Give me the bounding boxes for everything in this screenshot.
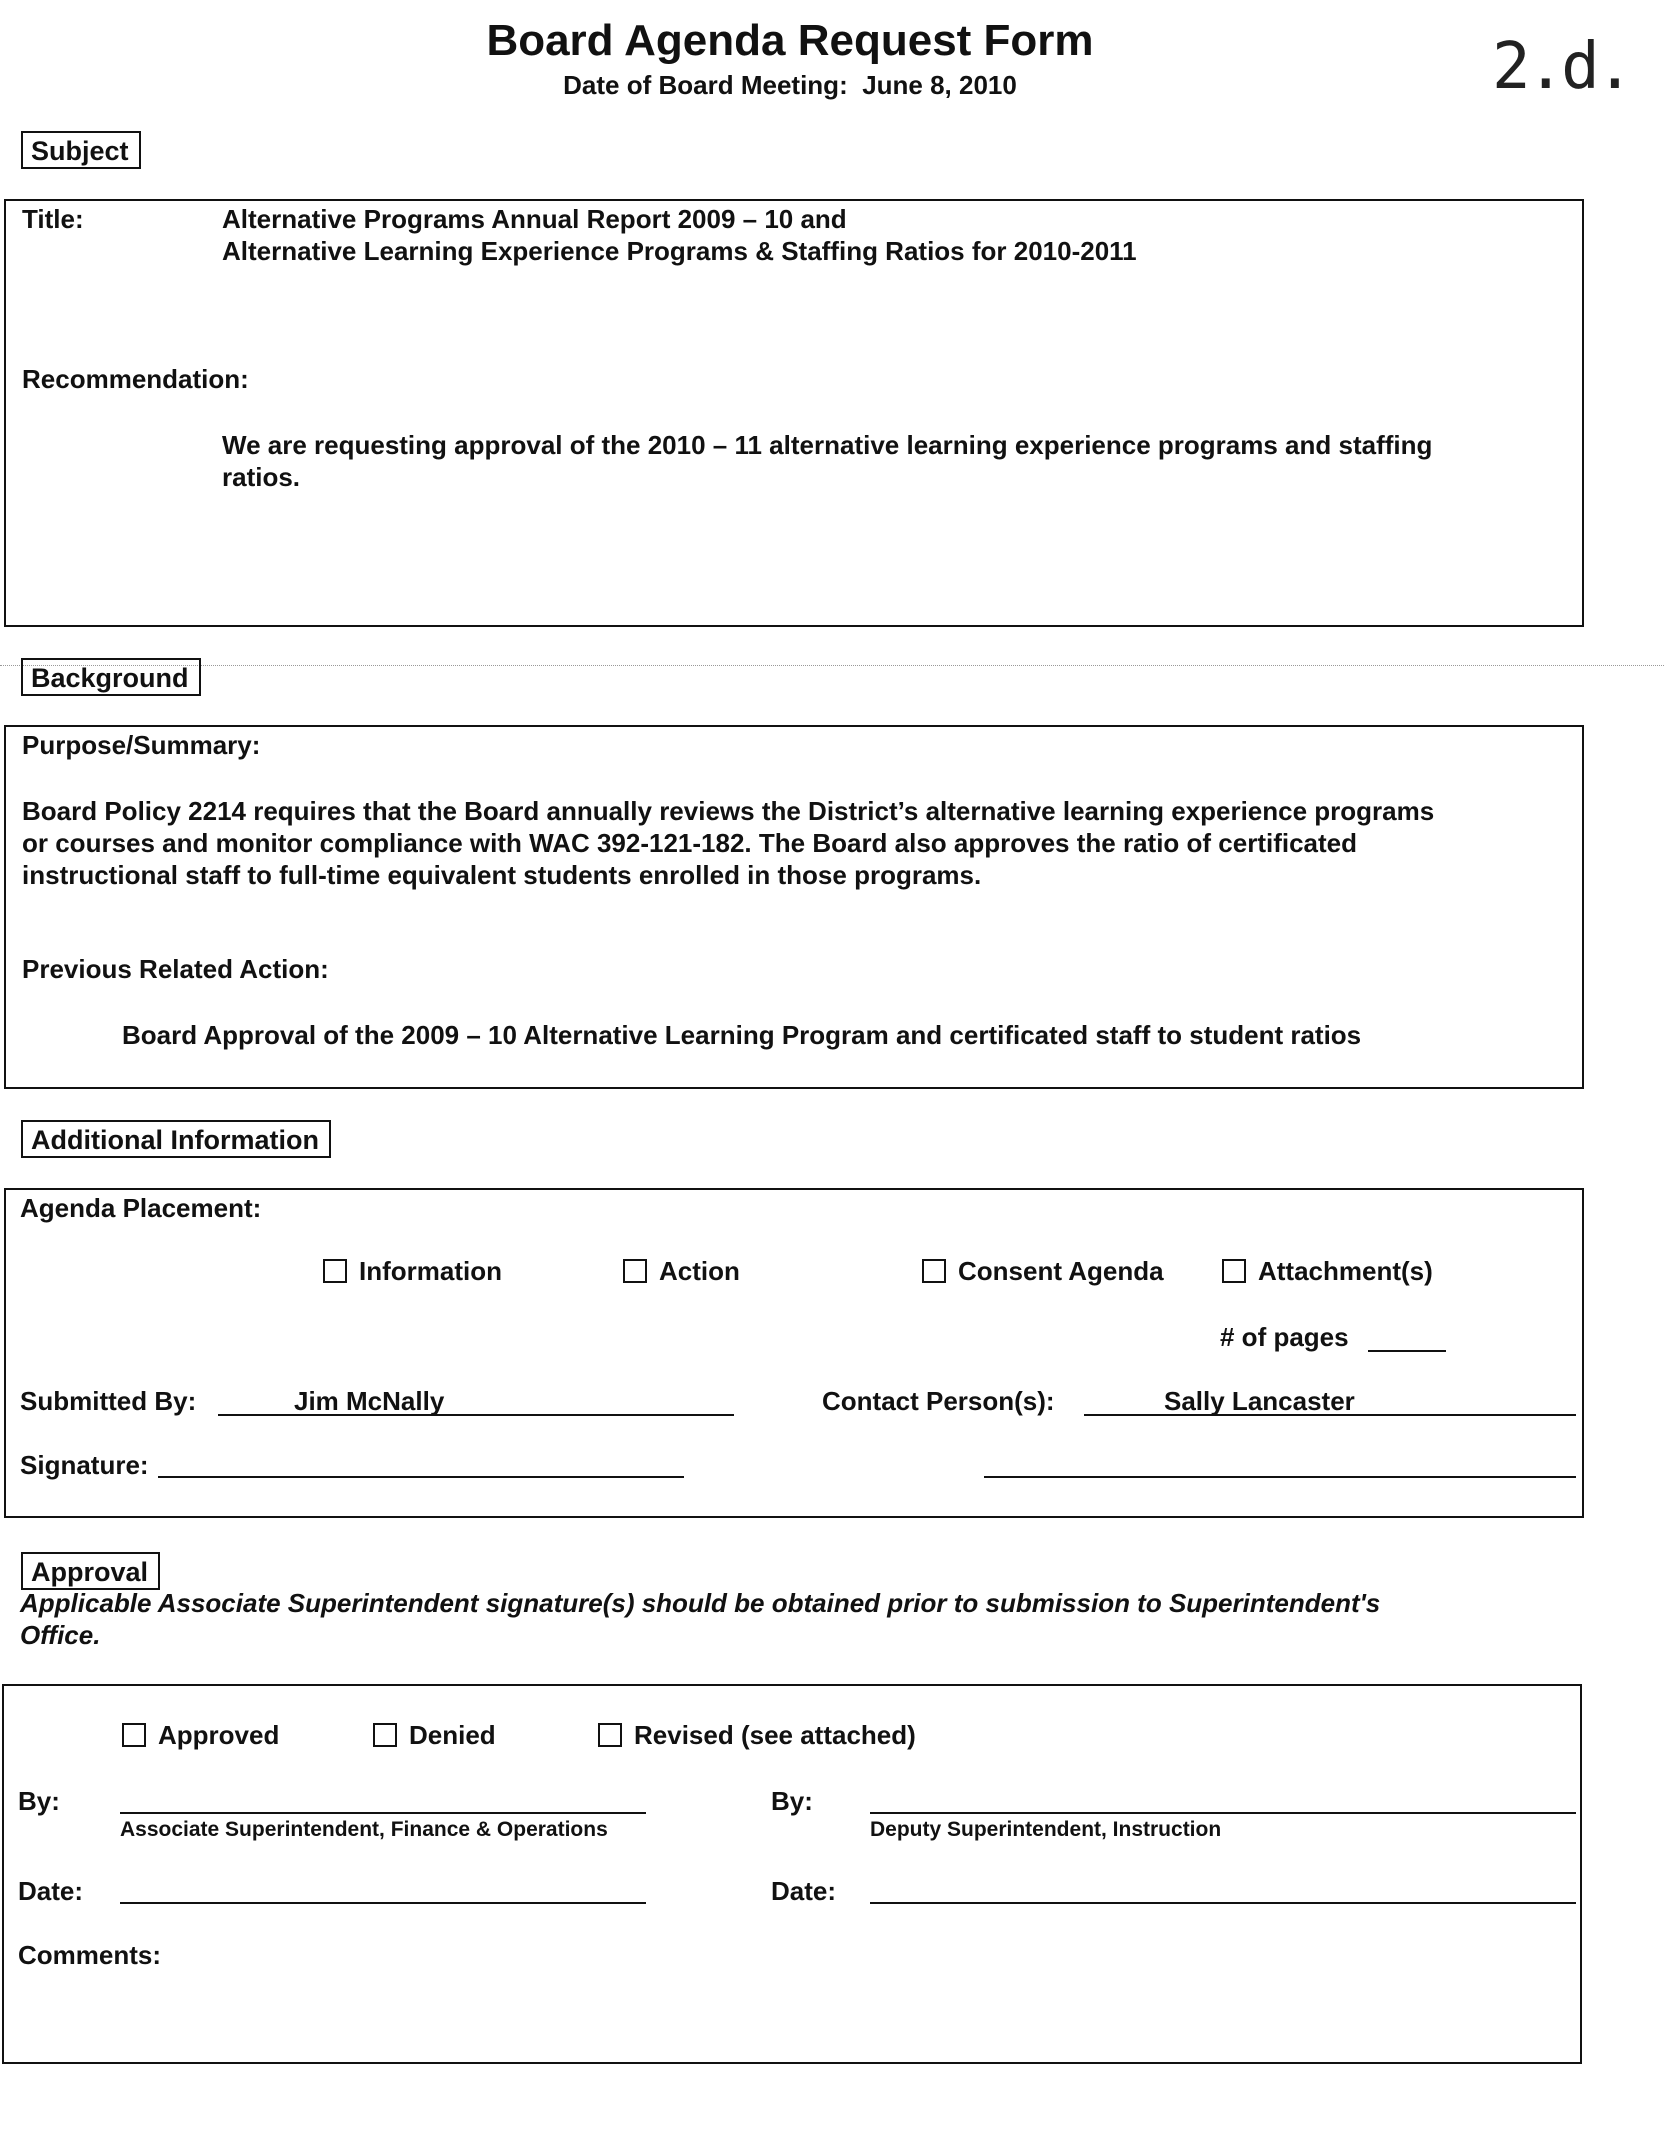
purpose-line-3: instructional staff to full-time equivalent students enrolled in those programs.	[22, 860, 982, 890]
meeting-date-value: June 8, 2010	[862, 70, 1017, 100]
revised-label: Revised (see attached)	[634, 1720, 916, 1750]
approved-checkbox[interactable]	[122, 1723, 146, 1747]
option-approved[interactable]	[122, 1720, 279, 1751]
option-attachments[interactable]	[1222, 1256, 1433, 1287]
approval-note-line-1: Applicable Associate Superintendent signature(s) should be obtained prior to submission to Superintendent's	[20, 1588, 1381, 1618]
purpose-line-1: Board Policy 2214 requires that the Board annually reviews the District’s alternative learning experience programs	[22, 796, 1435, 826]
left-date-field[interactable]	[120, 1902, 646, 1904]
recommendation-line-2: ratios.	[222, 462, 301, 492]
signature-field[interactable]	[158, 1476, 684, 1478]
right-by-field[interactable]	[870, 1812, 1576, 1814]
background-tab: Background	[21, 658, 201, 696]
contact-value: Sally Lancaster	[1164, 1386, 1355, 1416]
consent-agenda-label: Consent Agenda	[958, 1256, 1164, 1286]
option-revised[interactable]	[598, 1720, 916, 1751]
option-action[interactable]	[623, 1256, 740, 1287]
revised-checkbox[interactable]	[598, 1723, 622, 1747]
option-information[interactable]	[323, 1256, 502, 1287]
action-checkbox[interactable]	[623, 1259, 647, 1283]
previous-action-text: Board Approval of the 2009 – 10 Alternative Learning Program and certificated staff to student ratios	[122, 1020, 1362, 1050]
consent-agenda-checkbox[interactable]	[922, 1259, 946, 1283]
recommendation-label: Recommendation:	[22, 364, 249, 394]
right-by-label: By:	[771, 1786, 813, 1816]
additional-info-box	[4, 1188, 1584, 1518]
attachments-label: Attachment(s)	[1258, 1256, 1433, 1286]
approval-note-line-2: Office.	[20, 1620, 101, 1650]
approval-tab: Approval	[21, 1552, 160, 1590]
submitted-by-label: Submitted By:	[20, 1386, 197, 1416]
signature-label: Signature:	[20, 1450, 149, 1480]
recommendation-line-1: We are requesting approval of the 2010 – 11 alternative learning experience programs and staffing	[222, 430, 1433, 460]
left-by-field[interactable]	[120, 1812, 646, 1814]
left-date-label: Date:	[18, 1876, 84, 1906]
action-label: Action	[659, 1256, 740, 1286]
subject-tab: Subject	[21, 131, 141, 169]
purpose-label: Purpose/Summary:	[22, 730, 261, 760]
information-label: Information	[359, 1256, 502, 1286]
scan-divider	[0, 665, 1664, 666]
additional-info-tab: Additional Information	[21, 1120, 331, 1158]
pages-field[interactable]	[1368, 1350, 1446, 1352]
title-line-2: Alternative Learning Experience Programs & Staffing Ratios for 2010-2011	[222, 236, 1137, 266]
left-by-label: By:	[18, 1786, 60, 1816]
option-denied[interactable]	[373, 1720, 496, 1751]
purpose-line-2: or courses and monitor compliance with WAC 392-121-182. The Board also approves the ratio of certificated	[22, 828, 1358, 858]
form-title: Board Agenda Request Form	[486, 16, 1094, 65]
submitted-by-value: Jim McNally	[294, 1386, 445, 1416]
comments-label: Comments:	[18, 1940, 162, 1970]
approved-label: Approved	[158, 1720, 280, 1750]
contact-label: Contact Person(s):	[822, 1386, 1055, 1416]
denied-label: Denied	[409, 1720, 496, 1750]
agenda-placement-label: Agenda Placement:	[20, 1193, 262, 1223]
option-consent-agenda[interactable]	[922, 1256, 1164, 1287]
right-date-label: Date:	[771, 1876, 837, 1906]
denied-checkbox[interactable]	[373, 1723, 397, 1747]
information-checkbox[interactable]	[323, 1259, 347, 1283]
handwritten-mark: 2.d.	[1492, 30, 1631, 104]
right-role: Deputy Superintendent, Instruction	[870, 1818, 1222, 1841]
right-date-field[interactable]	[870, 1902, 1576, 1904]
meeting-date-label: Date of Board Meeting:	[563, 70, 848, 100]
title-label: Title:	[22, 204, 84, 234]
title-line-1: Alternative Programs Annual Report 2009 – 10 and	[222, 204, 847, 234]
attachments-checkbox[interactable]	[1222, 1259, 1246, 1283]
left-role: Associate Superintendent, Finance & Operations	[120, 1818, 608, 1841]
signature-field-2[interactable]	[984, 1476, 1576, 1478]
pages-label: # of pages	[1220, 1322, 1349, 1352]
meeting-date-line	[0, 70, 1580, 101]
previous-action-label: Previous Related Action:	[22, 954, 329, 984]
